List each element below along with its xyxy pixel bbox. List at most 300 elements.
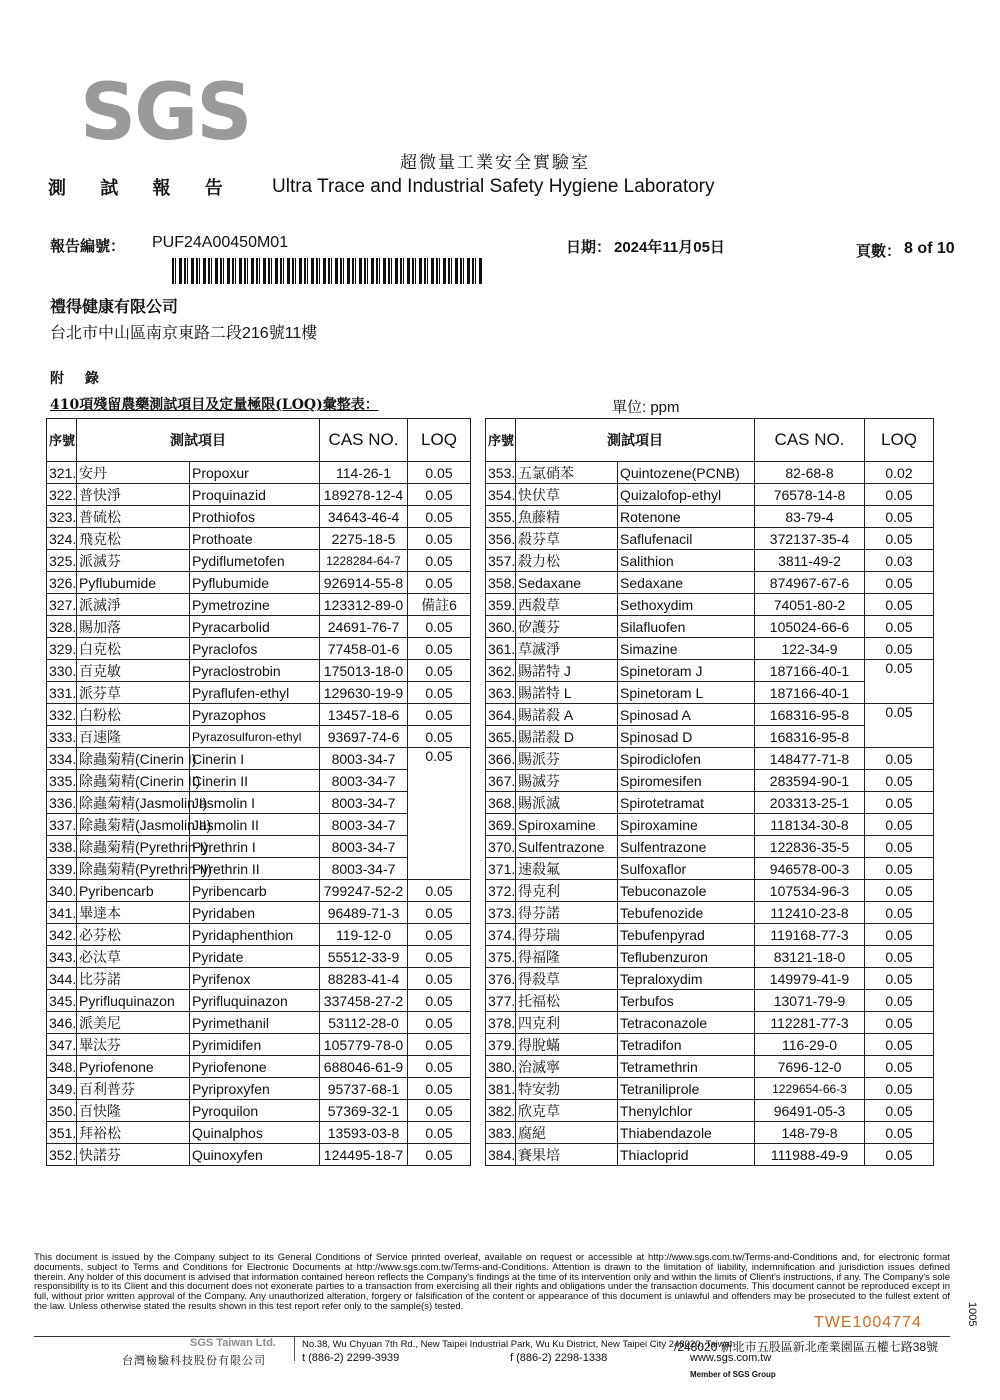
cell-cn: 畢達本 (77, 902, 190, 924)
cell-loq: 0.05 (865, 528, 934, 550)
header-cas: CAS NO. (320, 419, 408, 462)
disclaimer: This document is issued by the Company subject to its General Conditions of Service printed overleaf, available on request or accessible at http://www.sgs.com.tw/Terms-and-Conditions and, for electronic format documents, subject to Terms and Conditions for Electronic Documents at http://www.sgs.com.tw/Terms-and-Conditions. Attention is drawn to the limitation of liability, indemnification and jurisdiction issues defined therein. Any holder of this document is advised that information contained hereon reflects the Company's findings at the time of its intervention only and within the limits of Client's instructions, if any. The Company's sole responsibility is to its Client and this document does not exonerate parties to a transaction from exercising all their rights and obligations under the transaction documents. This document cannot be reproduced except in full, without prior written approval of the Company. Any unauthorized alteration, forgery or falsification of the content or appearance of this document is unlawful and offenders may be prosecuted to the fullest extent of the law. Unless otherwise stated the results shown in this test report refer only to the sample(s) tested. (34, 1252, 950, 1312)
cell-cn: 賜諾特 L (516, 682, 618, 704)
table-row (486, 880, 934, 902)
cell-cas: 283594-90-1 (755, 770, 865, 792)
cell-cas: 112281-77-3 (755, 1012, 865, 1034)
cell-en: Pydiflumetofen (190, 550, 320, 572)
cell-cas: 926914-55-8 (320, 572, 408, 594)
table-row (47, 1012, 471, 1034)
table-row (47, 946, 471, 968)
cell-cas: 83121-18-0 (755, 946, 865, 968)
table-row (486, 1100, 934, 1122)
cell-cn: 安丹 (77, 462, 190, 484)
cell-en: Spinetoram L (618, 682, 755, 704)
client-address: 台北市中山區南京東路二段216號11樓 (50, 325, 318, 342)
cell-en: Tetraniliprole (618, 1078, 755, 1100)
cell-cn: 殺力松 (516, 550, 618, 572)
cell-en: Pyriofenone (190, 1056, 320, 1078)
cell-cn: 派滅芬 (77, 550, 190, 572)
cell-cas: 1229654-66-3 (755, 1078, 865, 1100)
cell-loq: 0.05 (408, 528, 471, 550)
cell-cas: 13457-18-6 (320, 704, 408, 726)
header-item: 測試項目 (77, 419, 320, 462)
cell-cas: 129630-19-9 (320, 682, 408, 704)
cell-cn: 得脫蟎 (516, 1034, 618, 1056)
cell-en: Teflubenzuron (618, 946, 755, 968)
table-row (486, 572, 934, 594)
cell-en: Spirodiclofen (618, 748, 755, 770)
cell-en: Pyrimethanil (190, 1012, 320, 1034)
cell-cas: 13593-03-8 (320, 1122, 408, 1144)
cell-loq: 0.05 (865, 1056, 934, 1078)
table-row (47, 660, 471, 682)
cell-cas: 189278-12-4 (320, 484, 408, 506)
header-no: 序號 (486, 419, 516, 462)
cell-cas: 122-34-9 (755, 638, 865, 660)
cell-cn: 派滅淨 (77, 594, 190, 616)
table-row (47, 1100, 471, 1122)
table-row (47, 550, 471, 572)
cell-cas: 337458-27-2 (320, 990, 408, 1012)
cell-loq: 0.05 (408, 682, 471, 704)
cell-cn: 托福松 (516, 990, 618, 1012)
cell-loq: 0.05 (408, 638, 471, 660)
cell-en: Jasmolin I (190, 792, 320, 814)
footer-company-en: SGS Taiwan Ltd. (190, 1337, 276, 1349)
cell-cn: Pyrifluquinazon (77, 990, 190, 1012)
cell-en: Terbufos (618, 990, 755, 1012)
cell-cas: 57369-32-1 (320, 1100, 408, 1122)
cell-cn: 快伏草 (516, 484, 618, 506)
cell-cas: 203313-25-1 (755, 792, 865, 814)
table-row (486, 462, 934, 484)
cell-loq: 0.05 (865, 902, 934, 924)
cell-no: 353. (486, 462, 516, 484)
cell-cn: 必汰草 (77, 946, 190, 968)
table-row (47, 858, 471, 880)
cell-no: 378. (486, 1012, 516, 1034)
table-row (486, 748, 934, 770)
cell-loq: 0.05 (408, 1078, 471, 1100)
cell-loq: 0.05 (865, 836, 934, 858)
cell-cas: 119168-77-3 (755, 924, 865, 946)
footer-website: www.sgs.com.tw (690, 1352, 772, 1364)
table-row (47, 1034, 471, 1056)
cell-loq: 0.05 (408, 462, 471, 484)
cell-loq: 0.05 (408, 968, 471, 990)
cell-cn: 速殺氟 (516, 858, 618, 880)
cell-no: 328. (47, 616, 77, 638)
table-row (47, 594, 471, 616)
cell-no: 370. (486, 836, 516, 858)
table-row (47, 1122, 471, 1144)
cell-no: 335. (47, 770, 77, 792)
cell-loq: 0.05 (865, 748, 934, 770)
cell-no: 329. (47, 638, 77, 660)
cell-no: 364. (486, 704, 516, 726)
cell-loq: 0.05 (865, 704, 934, 748)
cell-no: 372. (486, 880, 516, 902)
cell-no: 381. (486, 1078, 516, 1100)
cell-no: 327. (47, 594, 77, 616)
cell-no: 330. (47, 660, 77, 682)
cell-cas: 82-68-8 (755, 462, 865, 484)
cell-cas: 107534-96-3 (755, 880, 865, 902)
table-row (486, 1012, 934, 1034)
table-row (47, 968, 471, 990)
cell-cn: 賽果培 (516, 1144, 618, 1166)
page-label: 頁數： (856, 243, 902, 260)
cell-no: 366. (486, 748, 516, 770)
table-row (47, 924, 471, 946)
table-row (47, 572, 471, 594)
cell-cn: 魚藤精 (516, 506, 618, 528)
cell-no: 325. (47, 550, 77, 572)
cell-cn: 賜諾殺 A (516, 704, 618, 726)
cell-en: Sulfentrazone (618, 836, 755, 858)
cell-no: 345. (47, 990, 77, 1012)
cell-cas: 105024-66-6 (755, 616, 865, 638)
cell-cn: 除蟲菊精(Pyrethrin II) (77, 858, 190, 880)
table-row (486, 924, 934, 946)
cell-loq: 0.05 (408, 990, 471, 1012)
client-company: 禮得健康有限公司 (50, 299, 179, 316)
footer-company-cn: 台灣檢驗科技股份有限公司 (122, 1354, 266, 1367)
table-row (47, 902, 471, 924)
cell-loq: 0.05 (408, 1100, 471, 1122)
report-title: 測 試 報 告 (48, 178, 237, 199)
cell-en: Saflufenacil (618, 528, 755, 550)
cell-cas: 688046-61-9 (320, 1056, 408, 1078)
cell-en: Pyroquilon (190, 1100, 320, 1122)
cell-en: Prothoate (190, 528, 320, 550)
cell-loq: 0.05 (865, 858, 934, 880)
table-row (486, 1144, 934, 1166)
cell-no: 347. (47, 1034, 77, 1056)
table-row (47, 528, 471, 550)
serial-number: TWE1004774 (814, 1314, 922, 1331)
table-row (486, 550, 934, 572)
cell-en: Quizalofop-ethyl (618, 484, 755, 506)
unit-label: 單位: ppm (612, 399, 680, 416)
cell-cas: 3811-49-2 (755, 550, 865, 572)
cell-en: Spiroxamine (618, 814, 755, 836)
header-no: 序號 (47, 419, 77, 462)
cell-no: 323. (47, 506, 77, 528)
cell-cas: 8003-34-7 (320, 814, 408, 836)
cell-no: 360. (486, 616, 516, 638)
cell-cas: 93697-74-6 (320, 726, 408, 748)
cell-cn: 得殺草 (516, 968, 618, 990)
cell-no: 348. (47, 1056, 77, 1078)
cell-no: 351. (47, 1122, 77, 1144)
cell-cas: 88283-41-4 (320, 968, 408, 990)
cell-cas: 187166-40-1 (755, 660, 865, 682)
cell-no: 368. (486, 792, 516, 814)
table-row (486, 704, 934, 726)
cell-cn: 快諾芬 (77, 1144, 190, 1166)
cell-no: 363. (486, 682, 516, 704)
table-row (486, 814, 934, 836)
cell-en: Pyrazosulfuron-ethyl (190, 726, 320, 748)
cell-no: 342. (47, 924, 77, 946)
cell-no: 337. (47, 814, 77, 836)
cell-cn: 畢汰芬 (77, 1034, 190, 1056)
cell-loq: 0.05 (865, 506, 934, 528)
cell-cas: 55512-33-9 (320, 946, 408, 968)
table-row (486, 638, 934, 660)
pesticide-table-right (485, 418, 934, 1166)
cell-no: 352. (47, 1144, 77, 1166)
cell-cas: 7696-12-0 (755, 1056, 865, 1078)
cell-no: 357. (486, 550, 516, 572)
cell-loq: 0.05 (865, 1100, 934, 1122)
cell-no: 350. (47, 1100, 77, 1122)
cell-loq: 0.05 (865, 572, 934, 594)
cell-cn: 治滅寧 (516, 1056, 618, 1078)
table-row (47, 748, 471, 770)
cell-cn: 除蟲菊精(Jasmolin II) (77, 814, 190, 836)
cell-cn: 得芬瑞 (516, 924, 618, 946)
appendix-label: 附 錄 (50, 371, 107, 387)
cell-loq: 0.05 (865, 924, 934, 946)
cell-cas: 8003-34-7 (320, 858, 408, 880)
cell-loq: 0.05 (408, 946, 471, 968)
cell-loq: 0.05 (865, 792, 934, 814)
cell-loq: 0.05 (865, 1012, 934, 1034)
cell-loq: 0.05 (408, 726, 471, 748)
cell-en: Spinosad A (618, 704, 755, 726)
lab-name-en: Ultra Trace and Industrial Safety Hygiene Laboratory (272, 176, 715, 197)
table-row (486, 946, 934, 968)
cell-cn: 除蟲菊精(Jasmolin I) (77, 792, 190, 814)
cell-cn: 矽護芬 (516, 616, 618, 638)
cell-loq: 0.05 (408, 506, 471, 528)
cell-loq: 0.05 (865, 594, 934, 616)
cell-cn: Sedaxane (516, 572, 618, 594)
cell-cn: 賜滅芬 (516, 770, 618, 792)
cell-cn: 賜諾特 J (516, 660, 618, 682)
cell-en: Tebufenpyrad (618, 924, 755, 946)
cell-no: 382. (486, 1100, 516, 1122)
table-row (486, 616, 934, 638)
lab-name-cn: 超微量工業安全實驗室 (400, 153, 590, 173)
cell-cas: 2275-18-5 (320, 528, 408, 550)
cell-cn: 腐絕 (516, 1122, 618, 1144)
cell-loq: 0.05 (408, 924, 471, 946)
table-row (47, 990, 471, 1012)
cell-cn: 賜諾殺 D (516, 726, 618, 748)
cell-cas: 96489-71-3 (320, 902, 408, 924)
cell-cn: 普快淨 (77, 484, 190, 506)
cell-loq: 0.05 (865, 1034, 934, 1056)
table-row (47, 880, 471, 902)
cell-loq: 備註6 (408, 594, 471, 616)
cell-en: Pyriproxyfen (190, 1078, 320, 1100)
side-code: 1005 (966, 1302, 978, 1327)
cell-loq: 0.05 (865, 770, 934, 792)
cell-cn: 西殺草 (516, 594, 618, 616)
cell-no: 324. (47, 528, 77, 550)
cell-no: 322. (47, 484, 77, 506)
cell-cas: 122836-35-5 (755, 836, 865, 858)
cell-no: 340. (47, 880, 77, 902)
cell-loq: 0.05 (408, 902, 471, 924)
cell-no: 336. (47, 792, 77, 814)
cell-en: Pyflubumide (190, 572, 320, 594)
header-loq: LOQ (408, 419, 471, 462)
table-row (47, 638, 471, 660)
cell-cas: 372137-35-4 (755, 528, 865, 550)
cell-cas: 13071-79-9 (755, 990, 865, 1012)
table-row (486, 1034, 934, 1056)
cell-cn: 派芬草 (77, 682, 190, 704)
cell-en: Spiromesifen (618, 770, 755, 792)
cell-en: Prothiofos (190, 506, 320, 528)
cell-cas: 123312-89-0 (320, 594, 408, 616)
footer-phone: t (886-2) 2299-3939 (302, 1352, 400, 1364)
cell-cas: 8003-34-7 (320, 770, 408, 792)
cell-en: Silafluofen (618, 616, 755, 638)
cell-cn: Pyriofenone (77, 1056, 190, 1078)
cell-en: Tetramethrin (618, 1056, 755, 1078)
cell-loq: 0.05 (865, 1122, 934, 1144)
table-row (486, 858, 934, 880)
cell-cn: 普硫松 (77, 506, 190, 528)
cell-loq: 0.05 (865, 968, 934, 990)
cell-en: Tetradifon (618, 1034, 755, 1056)
cell-cn: Pyflubumide (77, 572, 190, 594)
cell-loq: 0.05 (865, 660, 934, 704)
cell-cas: 168316-95-8 (755, 726, 865, 748)
cell-en: Jasmolin II (190, 814, 320, 836)
cell-cn: 欣克草 (516, 1100, 618, 1122)
cell-cas: 148477-71-8 (755, 748, 865, 770)
cell-cn: 拜裕松 (77, 1122, 190, 1144)
cell-cn: 白克松 (77, 638, 190, 660)
cell-cas: 95737-68-1 (320, 1078, 408, 1100)
cell-no: 331. (47, 682, 77, 704)
table-row (486, 594, 934, 616)
cell-cas: 175013-18-0 (320, 660, 408, 682)
cell-no: 358. (486, 572, 516, 594)
table-row (47, 814, 471, 836)
cell-cas: 187166-40-1 (755, 682, 865, 704)
cell-en: Pyrethrin II (190, 858, 320, 880)
table-row (47, 462, 471, 484)
cell-loq: 0.05 (408, 616, 471, 638)
cell-loq: 0.05 (865, 990, 934, 1012)
table-row (486, 792, 934, 814)
table-header (486, 419, 934, 462)
footer-member: Member of SGS Group (690, 1370, 776, 1379)
table-row (47, 726, 471, 748)
cell-no: 374. (486, 924, 516, 946)
cell-no: 338. (47, 836, 77, 858)
report-date: 2024年11月05日 (614, 239, 725, 256)
cell-loq: 0.05 (865, 484, 934, 506)
cell-cn: 百快隆 (77, 1100, 190, 1122)
cell-no: 359. (486, 594, 516, 616)
cell-en: Rotenone (618, 506, 755, 528)
cell-en: Thenylchlor (618, 1100, 755, 1122)
cell-en: Pyrethrin I (190, 836, 320, 858)
cell-loq: 0.05 (408, 1012, 471, 1034)
cell-cas: 34643-46-4 (320, 506, 408, 528)
cell-cas: 114-26-1 (320, 462, 408, 484)
cell-loq: 0.05 (865, 638, 934, 660)
cell-cn: 得克利 (516, 880, 618, 902)
cell-en: Sethoxydim (618, 594, 755, 616)
cell-cn: 比芬諾 (77, 968, 190, 990)
cell-cas: 76578-14-8 (755, 484, 865, 506)
cell-cn: 賜加落 (77, 616, 190, 638)
cell-en: Thiabendazole (618, 1122, 755, 1144)
cell-no: 321. (47, 462, 77, 484)
cell-en: Spirotetramat (618, 792, 755, 814)
table-title: 410項殘留農藥測試項目及定量極限(LOQ)彙整表： (50, 397, 379, 413)
cell-en: Pyrifluquinazon (190, 990, 320, 1012)
cell-cn: 百速隆 (77, 726, 190, 748)
cell-no: 349. (47, 1078, 77, 1100)
header-loq: LOQ (865, 419, 934, 462)
cell-no: 373. (486, 902, 516, 924)
report-no: PUF24A00450M01 (152, 234, 289, 251)
cell-loq: 0.05 (408, 1122, 471, 1144)
cell-loq: 0.05 (408, 1034, 471, 1056)
cell-cn: 除蟲菊精(Cinerin II) (77, 770, 190, 792)
cell-no: 379. (486, 1034, 516, 1056)
cell-cas: 105779-78-0 (320, 1034, 408, 1056)
cell-en: Propoxur (190, 462, 320, 484)
cell-en: Pyraflufen-ethyl (190, 682, 320, 704)
cell-en: Pyrifenox (190, 968, 320, 990)
header-item: 測試項目 (516, 419, 755, 462)
table-header (47, 419, 471, 462)
cell-cas: 74051-80-2 (755, 594, 865, 616)
cell-loq: 0.03 (865, 550, 934, 572)
pesticide-table-left (46, 418, 471, 1166)
table-row (47, 770, 471, 792)
cell-cn: 除蟲菊精(Cinerin I) (77, 748, 190, 770)
cell-loq: 0.05 (408, 484, 471, 506)
footer-separator (294, 1337, 295, 1361)
cell-no: 380. (486, 1056, 516, 1078)
cell-loq: 0.05 (865, 1078, 934, 1100)
sgs-logo: SGS (80, 68, 251, 158)
cell-cn: 白粉松 (77, 704, 190, 726)
cell-en: Pyrimidifen (190, 1034, 320, 1056)
cell-cas: 168316-95-8 (755, 704, 865, 726)
cell-no: 376. (486, 968, 516, 990)
cell-loq: 0.05 (865, 880, 934, 902)
cell-cas: 53112-28-0 (320, 1012, 408, 1034)
table-row (47, 836, 471, 858)
cell-cn: Spiroxamine (516, 814, 618, 836)
table-row (486, 902, 934, 924)
cell-cas: 8003-34-7 (320, 792, 408, 814)
cell-en: Quintozene(PCNB) (618, 462, 755, 484)
cell-cn: 四克利 (516, 1012, 618, 1034)
cell-cn: 派美尼 (77, 1012, 190, 1034)
cell-en: Pymetrozine (190, 594, 320, 616)
cell-en: Simazine (618, 638, 755, 660)
cell-no: 375. (486, 946, 516, 968)
cell-en: Tebuconazole (618, 880, 755, 902)
cell-no: 334. (47, 748, 77, 770)
cell-no: 383. (486, 1122, 516, 1144)
